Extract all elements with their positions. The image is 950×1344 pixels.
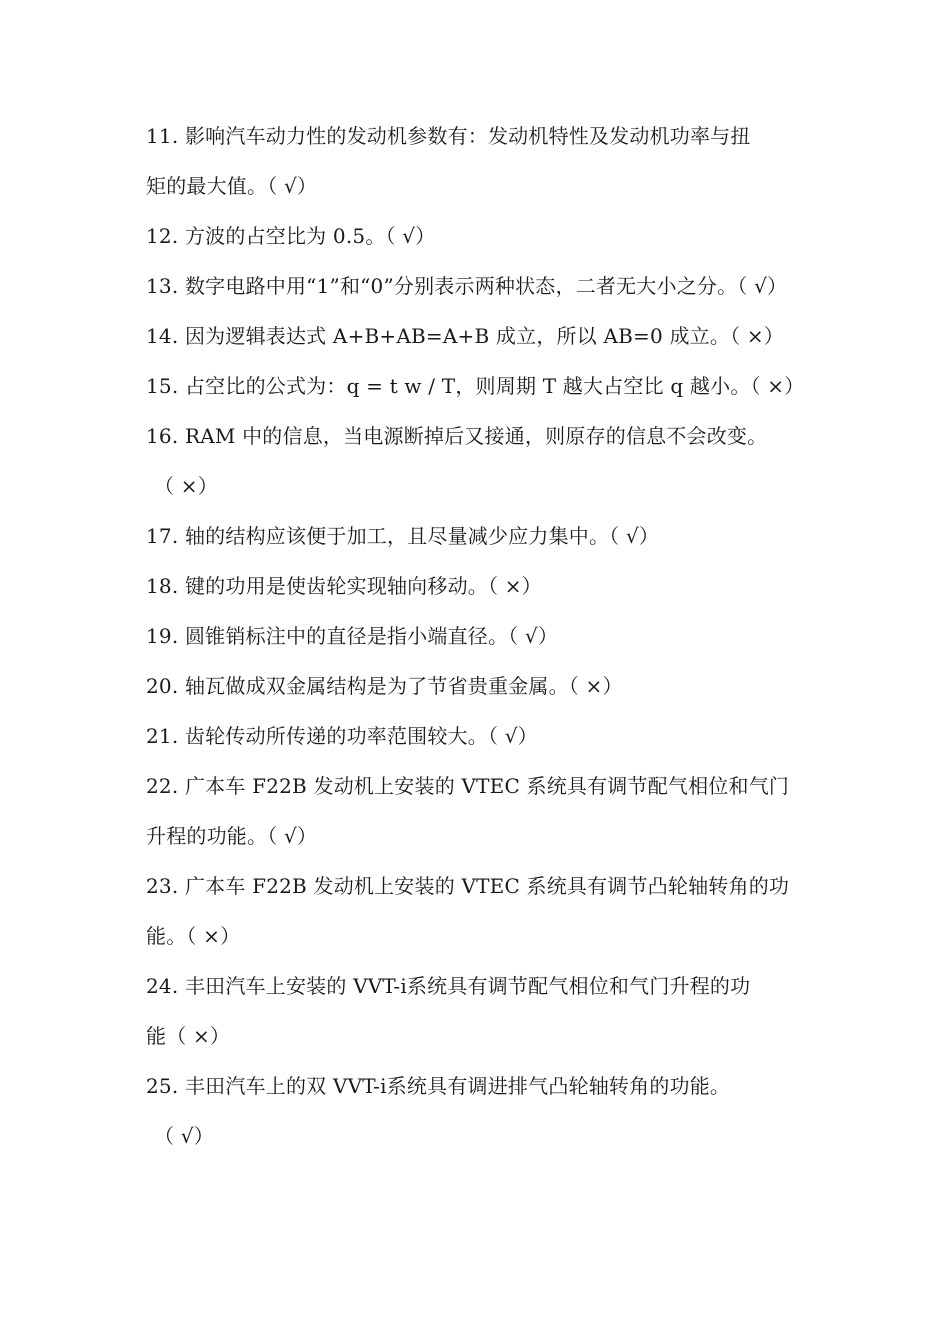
text-line: 22. 广本车 F22B 发动机上安装的 VTEC 系统具有调节配气相位和气门 (146, 774, 790, 798)
text-line: 矩的最大值。（ √） (146, 174, 318, 198)
question-list (146, 117, 826, 1167)
text-line: 能。（ ×） (146, 924, 241, 948)
text-line: 19. 圆锥销标注中的直径是指小端直径。（ √） (146, 624, 559, 648)
text-line: 17. 轴的结构应该便于加工，且尽量减少应力集中。（ √） (146, 524, 660, 548)
text-line: 11. 影响汽车动力性的发动机参数有：发动机特性及发动机功率与扭 (146, 124, 751, 148)
text-line: 23. 广本车 F22B 发动机上安装的 VTEC 系统具有调节凸轮轴转角的功 (146, 874, 790, 898)
text-line: 18. 键的功用是使齿轮实现轴向移动。（ ×） (146, 574, 542, 598)
text-line: 24. 丰田汽车上安装的 VVT-i系统具有调节配气相位和气门升程的功 (146, 974, 751, 998)
text-line: 13. 数字电路中用“1”和“0”分别表示两种状态，二者无大小之分。（ √） (146, 274, 788, 298)
text-line: 15. 占空比的公式为：q = t w / T，则周期 T 越大占空比 q 越小。（ ×） (146, 374, 805, 398)
text-line: 12. 方波的占空比为 0.5。（ √） (146, 224, 436, 248)
text-line: 21. 齿轮传动所传递的功率范围较大。（ √） (146, 724, 538, 748)
text-line: 14. 因为逻辑表达式 A+B+AB=A+B 成立，所以 AB=0 成立。（ ×） (146, 324, 784, 348)
text-line: 升程的功能。（ √） (146, 824, 318, 848)
text-line: 25. 丰田汽车上的双 VVT-i系统具有调进排气凸轮轴转角的功能。 (146, 1074, 731, 1098)
text-line: （ √） (154, 1124, 214, 1148)
text-line: 20. 轴瓦做成双金属结构是为了节省贵重金属。（ ×） (146, 674, 623, 698)
text-line: （ ×） (154, 474, 218, 498)
text-line: 能（ ×） (146, 1024, 231, 1048)
text-line: 16. RAM 中的信息，当电源断掉后又接通，则原存的信息不会改变。 (146, 424, 768, 448)
